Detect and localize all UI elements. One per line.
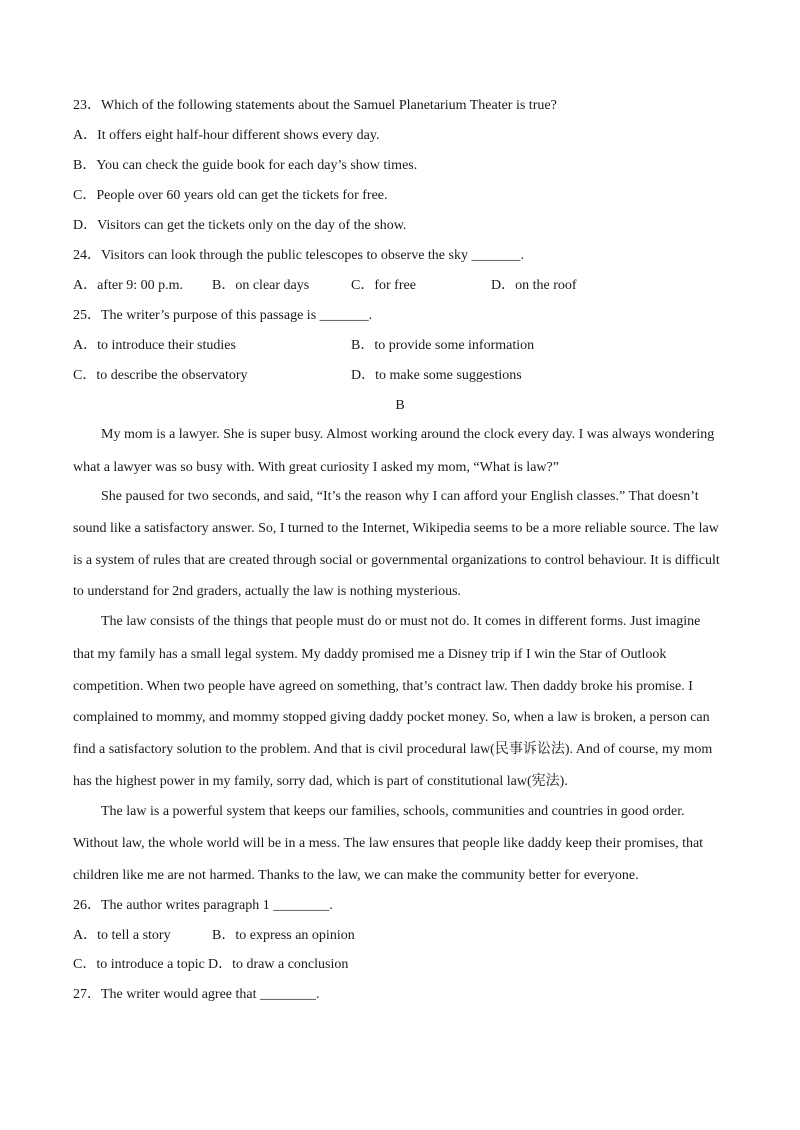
passage-line: She paused for two seconds, and said, “It’s the reason why I can afford your English classes.” That doesn’t xyxy=(101,489,699,504)
passage-line: what a lawyer was so busy with. With great curiosity I asked my mom, “What is law?” xyxy=(73,460,559,475)
passage-line: My mom is a lawyer. She is super busy. Almost working around the clock every day. I was always wondering xyxy=(101,427,715,442)
q26-option-d: D．to draw a conclusion xyxy=(208,957,349,972)
q23-option-d: D．Visitors can get the tickets only on the day of the show. xyxy=(73,218,407,233)
passage-line: The law is a powerful system that keeps our families, schools, communities and countries in good order. xyxy=(101,804,685,819)
passage-line: Without law, the whole world will be in a mess. The law ensures that people like daddy keep their promises, that xyxy=(73,836,704,851)
passage-line: has the highest power in my family, sorry dad, which is part of constitutional law(宪法). xyxy=(73,774,568,789)
passage-line: is a system of rules that are created through social or governmental organizations to control behaviour. It is difficult xyxy=(73,553,720,568)
q24-stem: 24．Visitors can look through the public telescopes to observe the sky _______. xyxy=(73,248,524,263)
passage-line: sound like a satisfactory answer. So, I turned to the Internet, Wikipedia seems to be a more reliable source. The law xyxy=(73,521,719,536)
q25-option-b: B．to provide some information xyxy=(351,338,535,353)
q25-stem: 25．The writer’s purpose of this passage is _______. xyxy=(73,308,373,323)
q24-option-d: D．on the roof xyxy=(491,278,577,293)
q25-option-c: C．to describe the observatory xyxy=(73,368,248,383)
q24-option-a: A．after 9: 00 p.m. xyxy=(73,278,184,293)
q27-stem: 27．The writer would agree that ________. xyxy=(73,987,320,1002)
q23-option-a: A．It offers eight half-hour different shows every day. xyxy=(73,128,380,143)
passage-line: competition. When two people have agreed on something, that’s contract law. Then daddy broke his promise. I xyxy=(73,679,693,694)
passage-line: complained to mommy, and mommy stopped giving daddy pocket money. So, when a law is broken, a person can xyxy=(73,710,710,725)
q23-stem: 23．Which of the following statements about the Samuel Planetarium Theater is true? xyxy=(73,98,557,113)
passage-line: to understand for 2nd graders, actually the law is nothing mysterious. xyxy=(73,584,462,599)
passage-line: that my family has a small legal system. My daddy promised me a Disney trip if I win the Star of Outlook xyxy=(73,647,667,662)
q23-option-c: C．People over 60 years old can get the tickets for free. xyxy=(73,188,388,203)
q26-option-b: B．to express an opinion xyxy=(212,928,355,943)
passage-line: children like me are not harmed. Thanks to the law, we can make the community better for everyone. xyxy=(73,868,639,883)
q23-option-b: B．You can check the guide book for each day’s show times. xyxy=(73,158,418,173)
q25-option-a: A．to introduce their studies xyxy=(73,338,236,353)
q26-option-c: C．to introduce a topic xyxy=(73,957,205,972)
q26-stem: 26．The author writes paragraph 1 ________. xyxy=(73,898,333,913)
q26-option-a: A．to tell a story xyxy=(73,928,171,943)
section-b-heading: B xyxy=(395,398,405,413)
q24-option-c: C．for free xyxy=(351,278,416,293)
q25-option-d: D．to make some suggestions xyxy=(351,368,522,383)
passage-line: The law consists of the things that people must do or must not do. It comes in different forms. Just imagine xyxy=(101,614,701,629)
passage-line: find a satisfactory solution to the problem. And that is civil procedural law(民事诉讼法). And of course, my mom xyxy=(73,742,713,757)
q24-option-b: B．on clear days xyxy=(212,278,310,293)
